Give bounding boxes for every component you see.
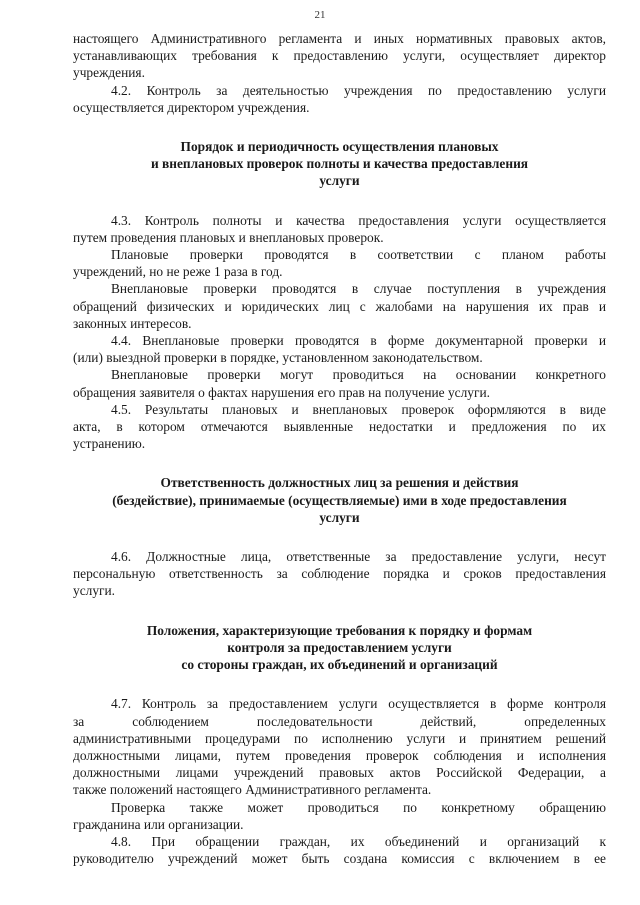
text-line: персональную ответственность за соблюдение порядка и сроков предоставления [73,566,606,582]
text-line: руководителю учреждений может быть создана комиссия с включением в ее [73,851,606,867]
text-line: 4.4. Внеплановые проверки проводятся в форме документарной проверки и [111,333,606,349]
text-line: Внеплановые проверки проводятся в случае поступления в учреждения [111,281,606,297]
text-line: гражданина или организации. [73,816,244,832]
section-heading-responsibility [73,474,606,526]
page-number: 21 [314,9,326,21]
text-line: учреждений, но не реже 1 раза в год. [73,264,283,280]
page-content [73,30,606,867]
heading-line: услуги [319,173,360,189]
heading-line: контроля за предоставлением услуги [227,639,452,655]
heading-line: со стороны граждан, их объединений и организаций [181,657,498,673]
heading-line: Ответственность должностных лиц за решения и действия [160,475,519,491]
text-line: 4.7. Контроль за предоставлением услуги осуществляется в форме контроля [111,696,606,712]
text-line: 4.5. Результаты плановых и внеплановых проверок оформляются в виде [111,401,606,417]
text-line: (или) выездной проверки в порядке, установленном законодательством. [73,350,483,366]
text-line: услуги. [73,583,116,599]
text-line: акта, в котором отмечаются выявленные недостатки и предложения по их [73,419,606,435]
paragraph-4-8 [73,833,606,867]
heading-line: Положения, характеризующие требования к порядку и формам [146,622,533,638]
text-line: за соблюдением последовательности действий, определенных [73,713,606,729]
text-line: устранению. [73,436,146,452]
paragraph-4-2 [73,82,606,116]
section-heading-inspections [73,138,606,190]
text-line: должностными лицами, путем проведения проверок соблюдения и исполнения [73,747,606,763]
text-line: законных интересов. [73,315,192,331]
paragraph-check [73,799,606,833]
text-line: путем проведения плановых и внеплановых проверок. [73,229,384,245]
text-line: осуществляется директором учреждения. [73,99,310,115]
paragraph-unplanned-2 [73,366,606,400]
paragraph-4-5 [73,401,606,453]
text-line: должностными лицами учреждений правовых актов Российской Федерации, а [73,765,606,781]
text-line: обращения заявителя о фактах нарушения его прав на получение услуги. [73,384,490,400]
text-line: Внеплановые проверки могут проводиться на основании конкретного [111,367,606,383]
text-line: устанавливающих требования к предоставлению услуги, осуществляет директор [73,48,606,64]
text-line: 4.6. Должностные лица, ответственные за предоставление услуги, несут [111,549,606,565]
text-line: 4.8. При обращении граждан, их объединений и организаций к [111,833,606,849]
paragraph-unplanned [73,280,606,332]
paragraph-4-3 [73,212,606,246]
text-line: административными процедурами по исполнению услуги и принятием решений [73,730,606,746]
text-line: учреждения. [73,65,145,81]
text-line: Проверка также может проводиться по конкретному обращению [111,799,606,815]
paragraph-planned [73,246,606,280]
text-line: 4.2. Контроль за деятельностью учреждения по предоставлению услуги [111,82,606,98]
text-line: обращений физических и юридических лиц с жалобами на нарушения их прав и [73,298,606,314]
text-line: Плановые проверки проводятся в соответствии с планом работы [111,247,606,263]
text-line: также положений настоящего Административного регламента. [73,782,432,798]
paragraph-4-4 [73,332,606,366]
paragraph-intro [73,30,606,82]
heading-line: и внеплановых проверок полноты и качества предоставления [150,156,529,172]
heading-line: услуги [319,509,360,525]
text-line: 4.3. Контроль полноты и качества предоставления услуги осуществляется [111,212,606,228]
paragraph-4-7 [73,695,606,798]
section-heading-public-control [73,622,606,674]
heading-line: Порядок и периодичность осуществления плановых [180,139,499,155]
paragraph-4-6 [73,548,606,600]
heading-line: (бездействие), принимаемые (осуществляемые) ими в ходе предоставления [112,492,567,508]
text-line: настоящего Административного регламента и иных нормативных правовых актов, [73,31,606,46]
